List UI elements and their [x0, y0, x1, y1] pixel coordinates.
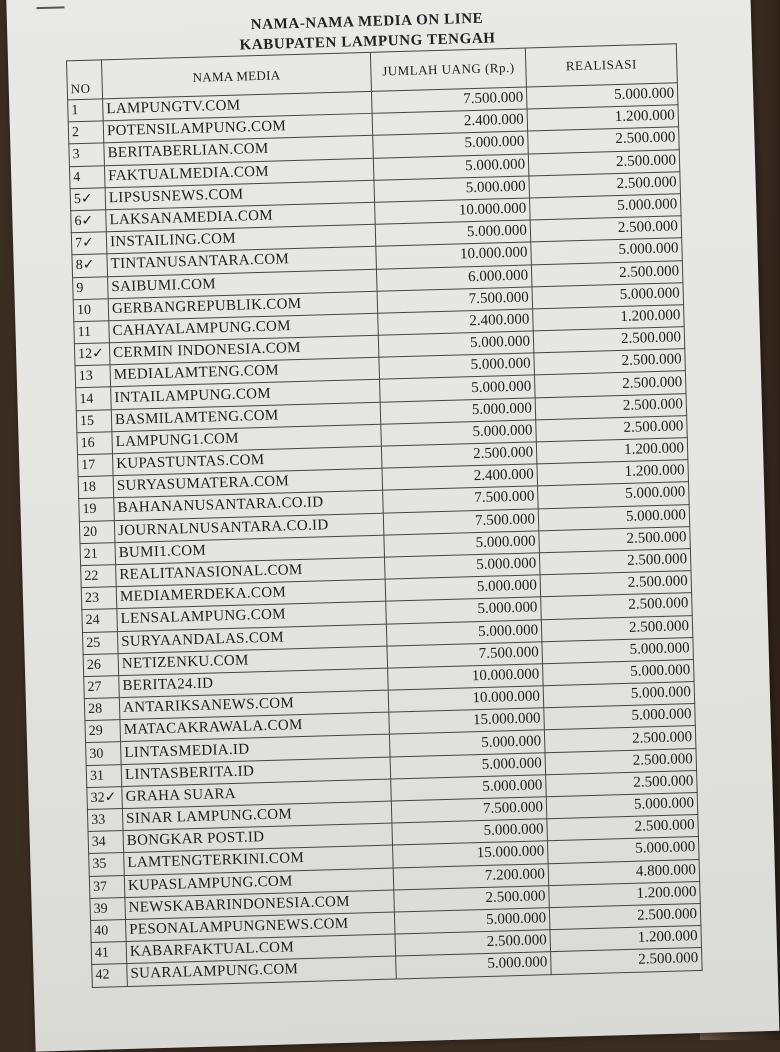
header-realization: REALISASI: [525, 44, 677, 87]
media-name: KUPASTUNTAS.COM: [112, 446, 382, 476]
realization-cell: 2.500.000: [544, 726, 696, 752]
media-name: NEWSKABARINDONESIA.COM: [125, 890, 395, 920]
row-number: 30: [86, 742, 122, 765]
realization-cell: 5.000.000: [547, 837, 699, 863]
amount-cell: 5.000.000: [396, 952, 552, 979]
media-name: SUARALAMPUNG.COM: [127, 956, 397, 986]
row-number: 27: [84, 675, 120, 698]
amount-cell: 2.500.000: [395, 930, 551, 957]
realization-cell: 5.000.000: [532, 282, 684, 308]
amount-cell: 5.000.000: [386, 597, 542, 624]
row-number: 2: [68, 121, 104, 144]
row-number: 35: [89, 853, 125, 876]
row-number: 25: [82, 631, 118, 654]
media-name: BASMILAMTENG.COM: [111, 402, 381, 432]
media-name: CAHAYALAMPUNG.COM: [109, 313, 379, 343]
amount-cell: 5.000.000: [394, 908, 550, 935]
media-name: ANTARIKSANEWS.COM: [119, 690, 389, 720]
media-name: INTAILAMPUNG.COM: [111, 380, 381, 410]
media-name: SURYAANDALAS.COM: [117, 624, 387, 654]
media-name: BUMI1.COM: [115, 535, 385, 565]
media-name: LAKSANAMEDIA.COM: [106, 202, 376, 232]
realization-cell: 2.500.000: [534, 349, 686, 375]
amount-cell: 5.000.000: [373, 154, 529, 181]
row-number: 24: [82, 609, 118, 632]
realization-cell: 5.000.000: [530, 194, 682, 220]
document-title: NAMA-NAMA MEDIA ON LINE: [250, 10, 484, 34]
realization-cell: 2.500.000: [530, 216, 682, 242]
amount-cell: 7.500.000: [383, 508, 539, 535]
realization-cell: 1.200.000: [550, 926, 702, 952]
realization-cell: 2.500.000: [545, 748, 697, 774]
amount-cell: 5.000.000: [392, 819, 548, 846]
row-number: 10: [73, 298, 109, 321]
amount-cell: 5.000.000: [381, 420, 537, 447]
row-number: 16: [77, 432, 113, 455]
realization-cell: 2.500.000: [549, 903, 701, 929]
realization-cell: 5.000.000: [538, 504, 690, 530]
row-number: 1: [68, 99, 104, 122]
media-name: FAKTUALMEDIA.COM: [104, 158, 374, 188]
amount-cell: 5.000.000: [384, 553, 540, 580]
amount-cell: 5.000.000: [384, 531, 540, 558]
row-number: 29: [85, 720, 121, 743]
row-number: 19: [79, 498, 115, 521]
media-table: [66, 43, 703, 987]
row-number: 33: [87, 809, 123, 832]
row-number: 34: [88, 831, 124, 854]
pen-mark: [36, 6, 64, 9]
realization-cell: 5.000.000: [531, 238, 683, 264]
amount-cell: 5.000.000: [375, 220, 531, 247]
realization-cell: 5.000.000: [542, 637, 694, 663]
realization-cell: 2.500.000: [535, 393, 687, 419]
amount-cell: 5.000.000: [386, 619, 542, 646]
media-name: JOURNALNUSANTARA.CO.ID: [114, 513, 384, 543]
row-number: 23: [81, 587, 117, 610]
media-name: SINAR LAMPUNG.COM: [122, 801, 392, 831]
row-number: 28: [84, 698, 120, 721]
media-name: KUPASLAMPUNG.COM: [124, 868, 394, 898]
media-name: MEDIALAMTENG.COM: [110, 357, 380, 387]
realization-cell: 5.000.000: [546, 793, 698, 819]
media-name: KABARFAKTUAL.COM: [126, 934, 396, 964]
media-name: BERITA24.ID: [119, 668, 389, 698]
row-number: 7✓: [71, 232, 107, 255]
amount-cell: 10.000.000: [388, 686, 544, 713]
realization-cell: 2.500.000: [540, 571, 692, 597]
amount-cell: 15.000.000: [389, 708, 545, 735]
amount-cell: 7.500.000: [371, 87, 527, 114]
row-number: 17: [78, 454, 114, 477]
row-number: 32✓: [87, 786, 123, 809]
media-name: POTENSILAMPUNG.COM: [103, 114, 373, 144]
header-name: NAMA MEDIA: [101, 52, 371, 98]
media-name: INSTAILING.COM: [106, 224, 376, 254]
row-number: 22: [81, 565, 117, 588]
amount-cell: 5.000.000: [379, 353, 535, 380]
document-subtitle: KABUPATEN LAMPUNG TENGAH: [239, 30, 496, 54]
row-number: 18: [78, 476, 114, 499]
realization-cell: 2.500.000: [539, 526, 691, 552]
media-name: SURYASUMATERA.COM: [113, 468, 383, 498]
row-number: 20: [79, 520, 115, 543]
media-name: BAHANANUSANTARA.CO.ID: [114, 491, 384, 521]
amount-cell: 7.500.000: [387, 641, 543, 668]
media-name: NETIZENKU.COM: [118, 646, 388, 676]
amount-cell: 7.500.000: [391, 797, 547, 824]
amount-cell: 5.000.000: [380, 375, 536, 402]
amount-cell: 5.000.000: [373, 131, 529, 158]
amount-cell: 2.400.000: [378, 309, 534, 336]
realization-cell: 2.500.000: [539, 549, 691, 575]
media-name: REALITANASIONAL.COM: [116, 557, 386, 587]
amount-cell: 5.000.000: [380, 398, 536, 425]
document-page: [6, 0, 779, 1052]
media-name: BERITABERLIAN.COM: [104, 136, 374, 166]
row-number: 40: [91, 919, 127, 942]
media-name: GERBANGREPUBLIK.COM: [108, 291, 378, 321]
realization-cell: 1.200.000: [549, 881, 701, 907]
row-number: 5✓: [70, 188, 106, 211]
row-number: 21: [80, 542, 116, 565]
amount-cell: 15.000.000: [393, 841, 549, 868]
row-number: 12✓: [74, 343, 110, 366]
realization-cell: 1.200.000: [536, 438, 688, 464]
amount-cell: 7.500.000: [377, 287, 533, 314]
amount-cell: 5.000.000: [391, 775, 547, 802]
realization-cell: 4.800.000: [548, 859, 700, 885]
row-number: 39: [90, 897, 126, 920]
realization-cell: 5.000.000: [526, 83, 678, 109]
media-name: PESONALAMPUNGNEWS.COM: [125, 912, 395, 942]
amount-cell: 5.000.000: [378, 331, 534, 358]
row-number: 4: [69, 165, 105, 188]
row-number: 37: [89, 875, 125, 898]
row-number: 6✓: [71, 210, 107, 233]
row-number: 3: [69, 143, 105, 166]
amount-cell: 2.500.000: [381, 442, 537, 469]
amount-cell: 5.000.000: [390, 752, 546, 779]
row-number: 11: [74, 321, 110, 344]
media-name: TINTANUSANTARA.COM: [107, 247, 377, 277]
media-name: LINTASMEDIA.ID: [121, 735, 391, 765]
realization-cell: 1.200.000: [527, 105, 679, 131]
realization-cell: 2.500.000: [546, 770, 698, 796]
amount-cell: 7.500.000: [383, 486, 539, 513]
media-name: LINTASBERITA.ID: [121, 757, 391, 787]
row-number: 14: [76, 387, 112, 410]
realization-cell: 1.200.000: [537, 460, 689, 486]
realization-cell: 2.500.000: [534, 371, 686, 397]
amount-cell: 2.400.000: [382, 464, 538, 491]
amount-cell: 2.500.000: [394, 885, 550, 912]
amount-cell: 5.000.000: [389, 730, 545, 757]
media-name: LAMPUNGTV.COM: [103, 91, 373, 121]
media-name: MEDIAMERDEKA.COM: [116, 579, 386, 609]
amount-cell: 6.000.000: [376, 264, 532, 291]
realization-cell: 2.500.000: [551, 948, 703, 974]
realization-cell: 1.200.000: [533, 305, 685, 331]
realization-cell: 5.000.000: [543, 682, 695, 708]
realization-cell: 2.500.000: [541, 593, 693, 619]
media-name: CERMIN INDONESIA.COM: [109, 335, 379, 365]
media-name: BONGKAR POST.ID: [123, 823, 393, 853]
realization-cell: 5.000.000: [543, 659, 695, 685]
row-number: 41: [91, 942, 127, 965]
realization-cell: 2.500.000: [531, 260, 683, 286]
realization-cell: 2.500.000: [541, 615, 693, 641]
row-number: 9: [73, 276, 109, 299]
realization-cell: 2.500.000: [533, 327, 685, 353]
media-name: LIPSUSNEWS.COM: [105, 180, 375, 210]
amount-cell: 2.400.000: [372, 109, 528, 136]
media-name: GRAHA SUARA: [122, 779, 392, 809]
realization-cell: 5.000.000: [544, 704, 696, 730]
realization-cell: 2.500.000: [529, 172, 681, 198]
amount-cell: 10.000.000: [376, 242, 532, 269]
amount-cell: 5.000.000: [385, 575, 541, 602]
amount-cell: 10.000.000: [375, 198, 531, 225]
amount-cell: 7.200.000: [393, 863, 549, 890]
row-number: 42: [92, 964, 128, 987]
header-no: NO: [67, 60, 103, 100]
row-number: 26: [83, 653, 119, 676]
amount-cell: 10.000.000: [388, 664, 544, 691]
realization-cell: 5.000.000: [538, 482, 690, 508]
header-amount: JUMLAH UANG (Rp.): [370, 48, 526, 91]
realization-cell: 2.500.000: [528, 127, 680, 153]
row-number: 13: [75, 365, 111, 388]
realization-cell: 2.500.000: [547, 815, 699, 841]
media-name: SAIBUMI.COM: [108, 269, 378, 299]
row-number: 8✓: [72, 254, 108, 277]
media-name: MATACAKRAWALA.COM: [120, 712, 390, 742]
row-number: 15: [76, 409, 112, 432]
amount-cell: 5.000.000: [374, 176, 530, 203]
media-name: LAMPUNG1.COM: [112, 424, 382, 454]
realization-cell: 2.500.000: [536, 415, 688, 441]
realization-cell: 2.500.000: [528, 149, 680, 175]
row-number: 31: [86, 764, 122, 787]
media-name: LAMTENGTERKINI.COM: [124, 845, 394, 875]
media-name: LENSALAMPUNG.COM: [117, 601, 387, 631]
